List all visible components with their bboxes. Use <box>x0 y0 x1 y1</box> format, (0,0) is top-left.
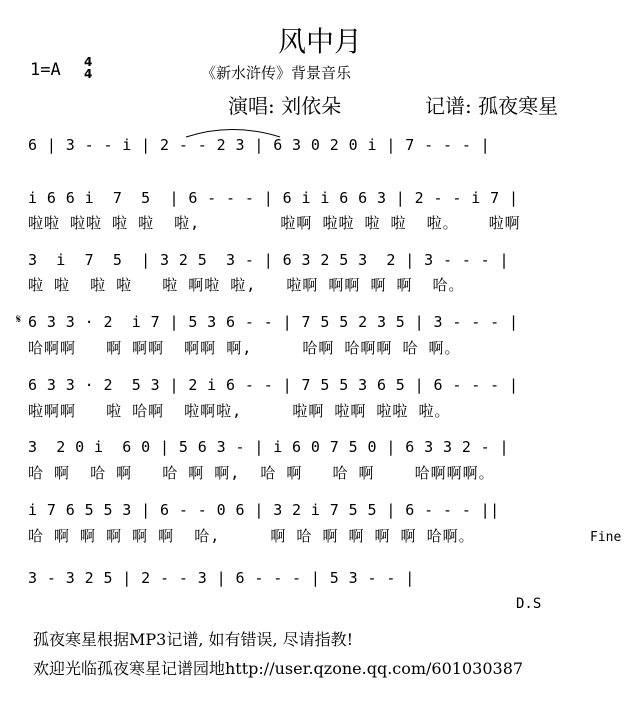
footer-welcome: 欢迎光临孤夜寒星记谱园地http://user.qzone.qq.com/601030387 <box>33 659 524 678</box>
segno-sign: 𝄋 <box>16 312 22 326</box>
notation-credit: 记谱: 孤夜寒星 <box>425 94 559 118</box>
time-signature-top: 4 <box>84 55 93 69</box>
key-signature: 1=A <box>30 60 61 80</box>
score-line-notes: i 6 6 i 7 5 | 6 - - - | 6 i i 6 6 3 | 2 - - i 7 | <box>28 189 519 207</box>
score-line-lyrics: 啦啊啊 啦 哈啊 啦啊啦, 啦啊 啦啊 啦啦 啦。 <box>28 402 451 420</box>
score-line-notes: i 7 6 5 5 3 | 6 - - 0 6 | 3 2 i 7 5 5 | 6 - - - || <box>28 501 500 519</box>
score-line-lyrics: 啦 啦 啦 啦 啦 啊啦 啦, 啦啊 啊啊 啊 啊 哈。 <box>28 276 465 294</box>
score-line-lyrics: 哈 啊 啊 啊 啊 啊 哈, 啊 哈 啊 啊 啊 啊 哈啊。 <box>28 527 475 545</box>
score-line-lyrics: 哈 啊 哈 啊 哈 啊 啊, 哈 啊 哈 啊 哈啊啊啊。 <box>28 464 495 482</box>
subtitle: 《新水浒传》背景音乐 <box>201 64 352 82</box>
score-line-notes: 6 | 3 - - i | 2 - - 2 3 | 6 3 0 2 0 i | 7 - - - | <box>28 136 491 154</box>
ds-mark: D.S <box>516 596 542 612</box>
score-line-notes: 3 i 7 5 | 3 2 5 3 - | 6 3 2 5 3 2 | 3 - - - | <box>28 251 509 269</box>
score-line-notes: 6 3 3 · 2 5 3 | 2 i 6 - - | 7 5 5 3 6 5 | 6 - - - | <box>28 376 519 394</box>
singer-credit: 演唱: 刘依朵 <box>228 94 342 118</box>
score-line-notes: 6 3 3 · 2 i 7 | 5 3 6 - - | 7 5 5 2 3 5 | 3 - - - | <box>28 313 519 331</box>
score-line-notes: 3 2 0 i 6 0 | 5 6 3 - | i 6 0 7 5 0 | 6 3 3 2 - | <box>28 438 509 456</box>
score-line-lyrics: 哈啊啊 啊 啊啊 啊啊 啊, 哈啊 哈啊啊 哈 啊。 <box>28 339 461 357</box>
footer-note: 孤夜寒星根据MP3记谱, 如有错误, 尽请指教! <box>33 630 354 649</box>
page-title: 风中月 <box>277 25 362 58</box>
score-line-lyrics: 啦啦 啦啦 啦 啦 啦, 啦啊 啦啦 啦 啦 啦。 啦啊 <box>28 214 521 232</box>
slur-mark <box>186 130 280 138</box>
time-signature-bottom: 4 <box>84 67 93 81</box>
fine-mark: Fine <box>590 530 622 545</box>
score-line-notes: 3 - 3 2 5 | 2 - - 3 | 6 - - - | 5 3 - - | <box>28 569 415 587</box>
